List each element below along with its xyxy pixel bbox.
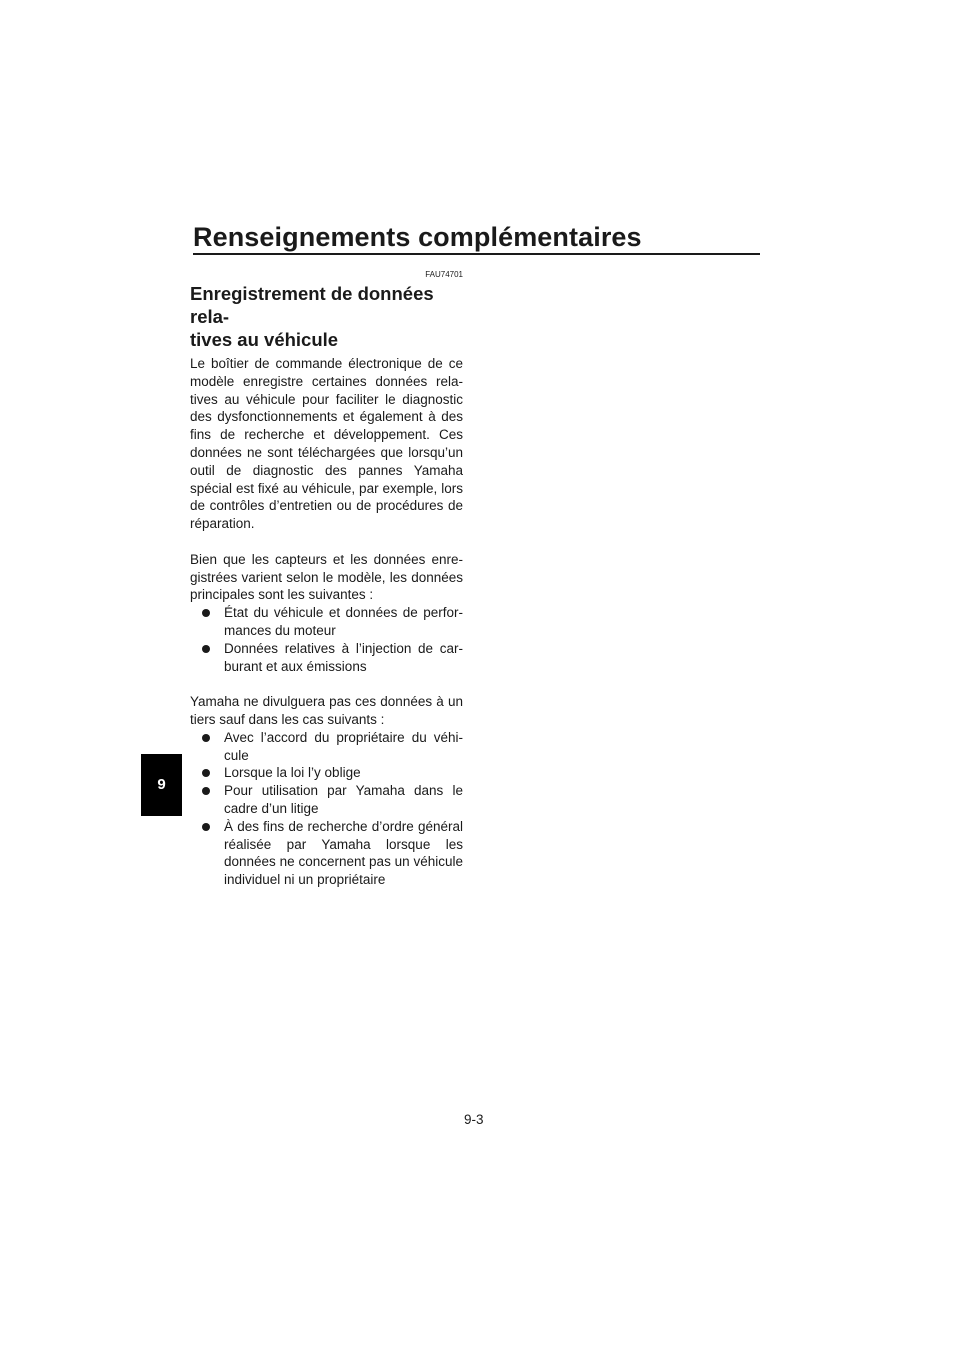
reference-code: FAU74701 <box>425 270 463 279</box>
section-title-line1: Enregistrement de données rela- <box>190 283 434 327</box>
header-rule <box>193 253 760 255</box>
paragraph-disclosure: Yamaha ne divulguera pas ces données à un tiers sauf dans les cas suivants : <box>190 694 463 727</box>
paragraph-intro: Le boîtier de commande électronique de ce modèle enregistre certaines données relatives au véhicule pour faciliter le diagnostic des dysfonctionnements et également à des fins de recherche et développement. Ces données ne sont téléchargées que lorsqu’un outil de diagnostic des pannes Yamaha spécial est fixé au véhicule, par exemple, lors de contrôles d’entretien ou de procédures de réparation. <box>190 356 463 532</box>
list-item <box>190 782 463 818</box>
list-item-text: Données relatives à l’injection de carburant et aux émissions <box>224 640 463 674</box>
bullet-icon <box>202 609 210 617</box>
bullet-icon <box>202 787 210 795</box>
paragraph-spacer <box>190 675 463 693</box>
bullet-icon <box>202 734 210 742</box>
list-item <box>190 640 463 676</box>
section-title <box>190 282 463 351</box>
paragraph-spacer <box>190 533 463 551</box>
page-header <box>193 222 760 252</box>
list-item-text: Pour utilisation par Yamaha dans le cadre d’un litige <box>224 783 463 816</box>
data-list <box>190 604 463 675</box>
bullet-icon <box>202 823 210 831</box>
bullet-icon <box>202 769 210 777</box>
paragraph-sensors: Bien que les capteurs et les données enregistrées varient selon le modèle, les données principales sont les suivantes : <box>190 551 463 603</box>
page-title: Renseignements complémentaires <box>193 222 642 252</box>
bullet-icon <box>202 645 210 653</box>
list-item <box>190 818 463 889</box>
content-column <box>190 270 463 889</box>
list-item <box>190 604 463 640</box>
list-item-text: Avec l’accord du propriétaire du véhicule <box>224 729 463 763</box>
list-item <box>190 729 463 765</box>
chapter-tab: 9 <box>141 754 182 816</box>
page-number: 9-3 <box>464 1112 484 1127</box>
list-item <box>190 764 463 782</box>
list-item-text: À des fins de recherche d’ordre général réalisée par Yamaha lorsque les données ne concernent pas un véhicule individuel ni un propriétaire <box>224 818 463 888</box>
list-item-text: Lorsque la loi l’y oblige <box>224 765 361 781</box>
disclosure-list <box>190 729 463 889</box>
list-item-text: État du véhicule et données de performances du moteur <box>224 605 463 638</box>
section-title-line2: tives au véhicule <box>190 329 339 350</box>
